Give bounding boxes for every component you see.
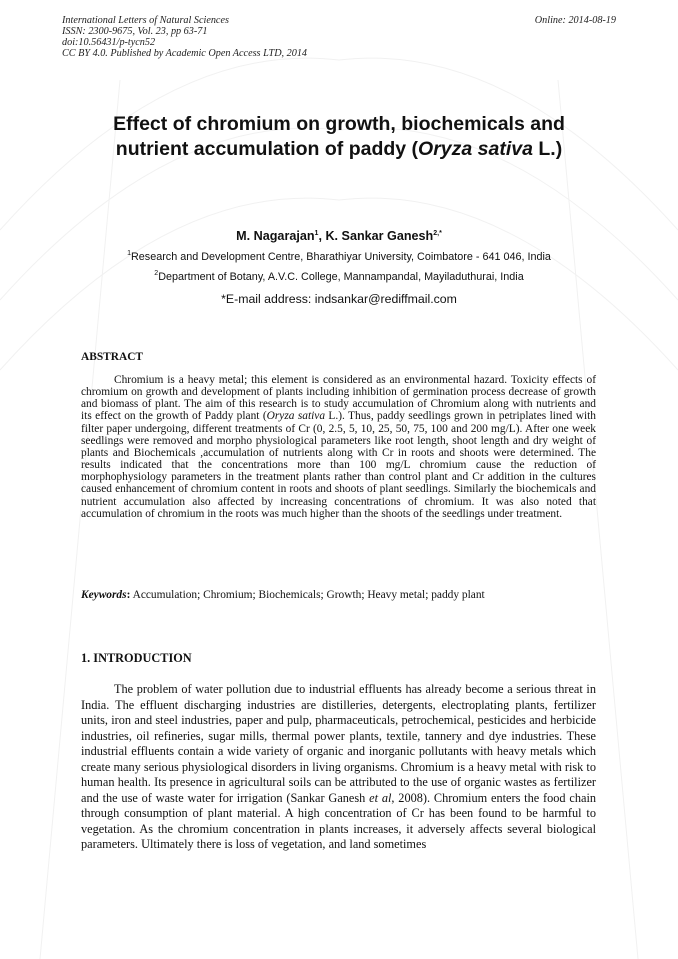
journal-name: International Letters of Natural Sciences	[62, 15, 229, 26]
introduction-body	[81, 682, 596, 853]
abstract-text-part-2: L.). Thus, paddy seedlings grown in petriplates lined with filter paper undergoing, different treatments of Cr (0, 2.5, 5, 10, 25, 50, 75, 100 and 200 mg/L). After one week seedlings were removed and morpho physiological parameters like root length, shoot length and dry weight of plants and Biochemicals ,accumulation of nutrients along with Cr in roots and shoots were determined. The results indicated that the concentrations more than 100 mg/L chromium cause the reduction of morphophysiology parameters in the treatment plants rather than control plant and Cr addition in the cultures caused enhancement of chromium content in roots and shoots of plant seedlings. Similarly the biochemicals and nutrient accumulation also affected by increasing concentrations of chromium. It was also noted that accumulation of chromium in the roots was much higher than the shoots of the seedlings under treatment.	[81, 410, 596, 520]
author-2-affiliation-number: 2,	[433, 230, 440, 237]
abstract-species-name: Oryza sativa	[266, 410, 326, 423]
title-species-name: Oryza sativa	[418, 138, 533, 160]
corresponding-author-mark: *	[439, 230, 442, 237]
author-separator: ,	[318, 229, 326, 243]
intro-text-part-2: , 2008). Chromium enters the food chain through consumption of plant material. A high concentration of Cr has been found to be harmful to vegetation. As the chromium concentration in plants increases, it adversely affects several biological parameters. Ultimately there is loss of vegetation, and land sometimes	[81, 790, 597, 852]
title-line-1: Effect of chromium on growth, biochemicals and	[113, 113, 565, 135]
abstract-heading: ABSTRACT	[81, 351, 144, 363]
affiliation-2-text: Department of Botany, A.V.C. College, Mannampandal, Mayiladuthurai, India	[158, 271, 524, 283]
title-line-2-prefix: nutrient accumulation of paddy (	[115, 138, 419, 160]
abstract-text-part-1: Chromium is a heavy metal; this element is considered as an environmental hazard. Toxicity effects of chromium on growth and development of plants including inhibition of germination process decrease of growth and biomass of plant. The aim of this research is to study accumulation of Chromium along with nutrients and its effect on the growth of Paddy plant (	[81, 374, 596, 423]
keywords-colon: :	[126, 589, 131, 601]
author-list	[60, 229, 618, 243]
author-2: K. Sankar Ganesh	[325, 229, 434, 243]
abstract-body	[81, 374, 596, 520]
title-line-2	[60, 137, 618, 162]
affiliation-1-text: Research and Development Centre, Bharathiyar University, Coimbatore - 641 046, India	[131, 251, 551, 263]
intro-citation-italic: et al	[369, 790, 392, 805]
affiliation-2	[60, 271, 618, 283]
author-1-affiliation: 1	[314, 230, 319, 237]
affiliation-1	[60, 251, 618, 263]
introduction-heading: 1. INTRODUCTION	[81, 651, 192, 665]
issn-line: ISSN: 2300-9675, Vol. 23, pp 63-71	[62, 26, 208, 37]
title-line-2-suffix: L.)	[532, 138, 563, 160]
doi-line: doi:10.56431/p-tycn52	[62, 37, 156, 48]
keywords-text: Accumulation; Chromium; Biochemicals; Growth; Heavy metal; paddy plant	[130, 589, 485, 601]
journal-header	[62, 15, 616, 59]
affiliation-2-number: 2	[154, 270, 159, 277]
online-date: Online: 2014-08-19	[534, 15, 616, 26]
email-address: *E-mail address: indsankar@rediffmail.com	[221, 292, 457, 306]
author-2-affiliation	[433, 230, 442, 237]
affiliation-1-number: 1	[127, 250, 131, 257]
license-line: CC BY 4.0. Published by Academic Open Access LTD, 2014	[62, 48, 308, 59]
keywords-label: Keywords	[81, 589, 127, 601]
intro-text-part-1: The problem of water pollution due to industrial effluents has already become a serious threat in India. The effluent discharging industries are distilleries, detergents, electroplating plants, fertilizer units, iron and steel industries, paper and pulp, pharmaceuticals, petrochemical, pesticides and herbicide industries, oil refineries, sugar mills, thermal power plants, textile, tannery and dye industries. These industrial effluents contain a wide variety of organic and inorganic pollutants with heavy metals which create many serious physiological disorders in living organisms. Chromium is a heavy metal with risk to human health. Its presence in agricultural soils can be attributed to the use of organic wastes as fertilizer and the use of waste water for irrigation (Sankar Ganesh	[81, 682, 596, 805]
keywords-line	[81, 589, 596, 601]
paper-title	[60, 112, 618, 162]
author-1: M. Nagarajan	[236, 229, 315, 243]
